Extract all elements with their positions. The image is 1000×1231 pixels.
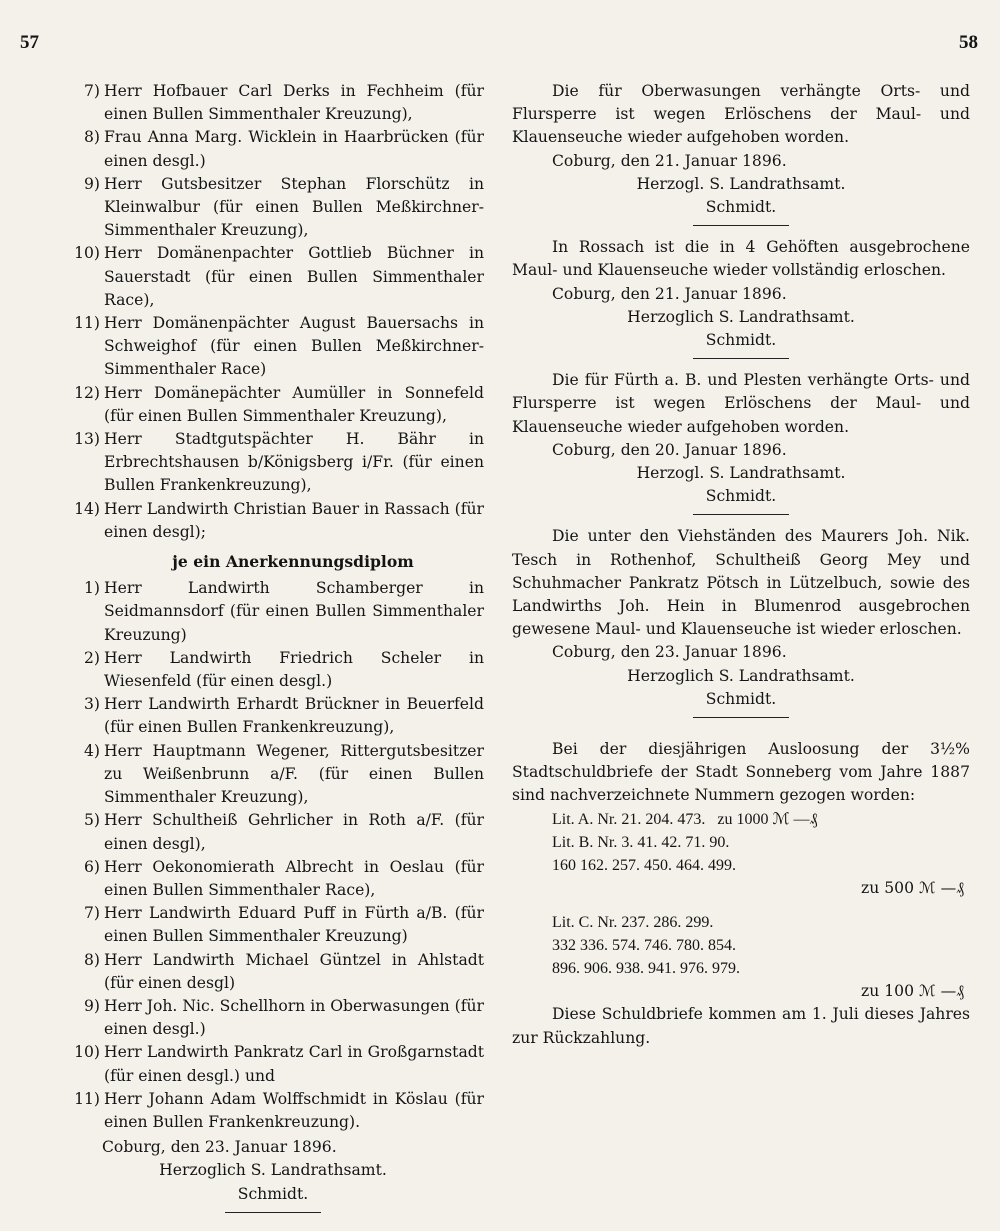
diploma-list — [62, 577, 484, 1134]
lit-a-numbers — [512, 808, 970, 831]
entry-text: Herr Landwirth Friedrich Scheler in Wiesenfeld (für einen desgl.) — [104, 648, 484, 691]
diploma-entry — [62, 902, 484, 948]
entry-number: 11) — [74, 1089, 100, 1108]
entry-text: Herr Landwirth Schamberger in Seidmannsdorf (für einen Bullen Simmenthaler Kreuzung) — [104, 579, 484, 644]
award-entry — [62, 428, 484, 498]
entry-text: Herr Landwirth Michael Güntzel in Ahlstadt (für einen desgl) — [104, 950, 484, 992]
entry-text: Herr Joh. Nic. Schellhorn in Oberwasungen (für einen desgl.) — [104, 996, 484, 1039]
lit-c-amount: zu 100 ℳ —₰ — [861, 982, 964, 1001]
diploma-entry — [62, 577, 484, 647]
signature: Schmidt. — [705, 198, 777, 217]
entry-text: Herr Landwirth Erhardt Brückner in Beuerfeld (für einen Bullen Frankenkreuzung), — [104, 695, 484, 737]
page-number-right: 58 — [959, 32, 978, 53]
diploma-entry — [62, 1041, 484, 1087]
lit-b-amount: zu 500 ℳ —₰ — [861, 879, 964, 898]
lit-c-numbers: Lit. C. Nr. 237. 286. 299. — [552, 913, 714, 931]
lottery-intro: Bei der diesjährigen Ausloosung der 3½% Stadtschuldbriefe der Stadt Sonneberg vom Jahre 1887 sind nachverzeichnete Nummern gezogen worden: — [512, 740, 970, 805]
entry-number: 10) — [74, 244, 100, 263]
lit-a-amount: zu 1000 ℳ —₰ — [717, 810, 818, 828]
section-divider — [693, 717, 789, 718]
left-column — [62, 80, 484, 1223]
entry-number: 7) — [83, 904, 100, 923]
notice-block — [512, 525, 970, 718]
entry-number: 2) — [83, 648, 100, 667]
section-divider — [693, 514, 789, 515]
entry-number: 11) — [74, 314, 100, 333]
diploma-entry — [62, 995, 484, 1041]
entry-number: 8) — [83, 950, 100, 969]
signature: Schmidt. — [705, 331, 777, 350]
lottery-closing: Diese Schuldbriefe kommen am 1. Juli dieses Jahres zur Rückzahlung. — [512, 1005, 970, 1047]
lit-b-numbers-cont: 160 162. 257. 450. 464. 499. — [552, 857, 736, 875]
section-subheading: je ein Anerkennungsdiplom — [172, 552, 414, 572]
award-entry — [62, 242, 484, 312]
entry-text: Herr Stadtgutspächter H. Bähr in Erbrechtshausen b/Königsberg i/Fr. (für einen Bullen Frankenkreuzung), — [104, 430, 484, 495]
award-entry — [62, 312, 484, 382]
award-entry — [62, 173, 484, 243]
notice-text: Die für Fürth a. B. und Plesten verhängte Orts- und Flursperre ist wegen Erlöschens der Maul- und Klauenseuche wieder aufgehoben worden. — [512, 371, 970, 436]
lit-b-numbers: Lit. B. Nr. 3. 41. 42. 71. 90. — [552, 833, 730, 851]
issuing-office: Herzogl. S. Landrathsamt. — [636, 174, 846, 193]
award-entry — [62, 80, 484, 126]
entry-text: Herr Gutsbesitzer Stephan Florschütz in Kleinwalbur (für einen Bullen Meßkirchner-Simmenthaler Kreuzung), — [104, 174, 484, 240]
signature: Schmidt. — [237, 1184, 309, 1203]
entry-text: Herr Landwirth Pankratz Carl in Großgarnstadt (für einen desgl.) und — [104, 1043, 484, 1085]
lit-c-numbers-cont: 332 336. 574. 746. 780. 854. — [552, 936, 736, 954]
entry-number: 4) — [83, 741, 100, 760]
entry-number: 6) — [83, 857, 100, 876]
entry-text: Herr Hauptmann Wegener, Rittergutsbesitzer zu Weißenbrunn a/F. (für einen Bullen Simmenthaler Kreuzung), — [104, 741, 484, 807]
issuing-office: Herzoglich S. Landrathsamt. — [159, 1161, 387, 1180]
entry-number: 5) — [83, 811, 100, 830]
signature: Schmidt. — [705, 689, 777, 708]
bond-lottery-notice — [512, 738, 970, 1050]
entry-text: Herr Landwirth Christian Bauer in Rassach (für einen desgl); — [104, 499, 484, 541]
entry-text: Herr Landwirth Eduard Puff in Fürth a/B. (für einen Bullen Simmenthaler Kreuzung) — [104, 904, 484, 946]
entry-number: 8) — [83, 128, 100, 147]
page-number-left: 57 — [20, 32, 39, 53]
award-entry — [62, 498, 484, 544]
entry-number: 10) — [74, 1043, 100, 1062]
entry-number: 13) — [74, 430, 100, 449]
notice-text: Die für Oberwasungen verhängte Orts- und Flursperre ist wegen Erlöschens der Maul- und Klauenseuche wieder aufgehoben worden. — [512, 82, 970, 147]
issuing-office: Herzogl. S. Landrathsamt. — [636, 464, 846, 483]
diploma-entry — [62, 740, 484, 810]
right-column — [512, 80, 970, 1050]
entry-number: 3) — [83, 695, 100, 714]
lit-c-numbers-cont-2: 896. 906. 938. 941. 976. 979. — [552, 959, 740, 977]
diploma-entry — [62, 856, 484, 902]
notice-text: Die unter den Viehständen des Maurers Joh. Nik. Tesch in Rothenhof, Schultheiß Georg Mey und Schuhmacher Pankratz Pötsch in Lützelbuch, sowie des Landwirths Joh. Hein in Blumenrod ausgebrochen gewesene Maul- und Klauenseuche ist wieder erloschen. — [512, 527, 970, 639]
entry-number: 14) — [74, 499, 100, 518]
entry-text: Herr Johann Adam Wolffschmidt in Köslau (für einen Bullen Frankenkreuzung). — [104, 1089, 484, 1131]
notice-block — [512, 236, 970, 359]
notice-block — [512, 369, 970, 515]
notice-date: Coburg, den 21. Januar 1896. — [552, 151, 787, 170]
entry-number: 12) — [74, 383, 100, 402]
entry-text: Herr Domänenpachter Gottlieb Büchner in Sauerstadt (für einen Bullen Simmenthaler Race), — [104, 244, 484, 309]
notice-block — [512, 80, 970, 226]
award-entry — [62, 382, 484, 428]
diploma-entry — [62, 949, 484, 995]
notice-date: Coburg, den 20. Januar 1896. — [552, 440, 787, 459]
signature: Schmidt. — [705, 487, 777, 506]
entry-number: 1) — [83, 579, 100, 598]
entry-text: Herr Schultheiß Gehrlicher in Roth a/F. (für einen desgl), — [104, 811, 484, 853]
notice-date: Coburg, den 23. Januar 1896. — [102, 1138, 337, 1157]
entry-text: Herr Domänepächter Aumüller in Sonnefeld (für einen Bullen Simmenthaler Kreuzung), — [104, 383, 484, 425]
section-divider — [693, 225, 789, 226]
section-divider — [693, 358, 789, 359]
entry-text: Herr Domänenpächter August Bauersachs in Schweighof (für einen Bullen Meßkirchner-Simmenthaler Race) — [104, 314, 484, 379]
entry-number: 7) — [83, 82, 100, 100]
award-entry — [62, 126, 484, 172]
notice-date: Coburg, den 23. Januar 1896. — [552, 643, 787, 662]
diploma-entry — [62, 693, 484, 739]
notice-text: In Rossach ist die in 4 Gehöften ausgebrochene Maul- und Klauenseuche wieder vollständig erloschen. — [512, 238, 970, 280]
diploma-entry — [62, 647, 484, 693]
entry-number: 9) — [83, 996, 100, 1015]
entry-text: Frau Anna Marg. Wicklein in Haarbrücken (für einen desgl.) — [104, 128, 484, 170]
section-divider — [225, 1212, 321, 1213]
issuing-office: Herzoglich S. Landrathsamt. — [627, 666, 855, 685]
entry-text: Herr Oekonomierath Albrecht in Oeslau (für einen Bullen Simmenthaler Race), — [104, 857, 484, 899]
entry-text: Herr Hofbauer Carl Derks in Fechheim (für einen Bullen Simmenthaler Kreuzung), — [104, 82, 484, 124]
notice-date: Coburg, den 21. Januar 1896. — [552, 284, 787, 303]
diploma-entry — [62, 1088, 484, 1134]
entry-number: 9) — [83, 174, 100, 193]
lit-a-text: Lit. A. Nr. 21. 204. 473. — [552, 810, 706, 828]
diploma-entry — [62, 809, 484, 855]
issuing-office: Herzoglich S. Landrathsamt. — [627, 307, 855, 326]
award-list — [62, 80, 484, 544]
